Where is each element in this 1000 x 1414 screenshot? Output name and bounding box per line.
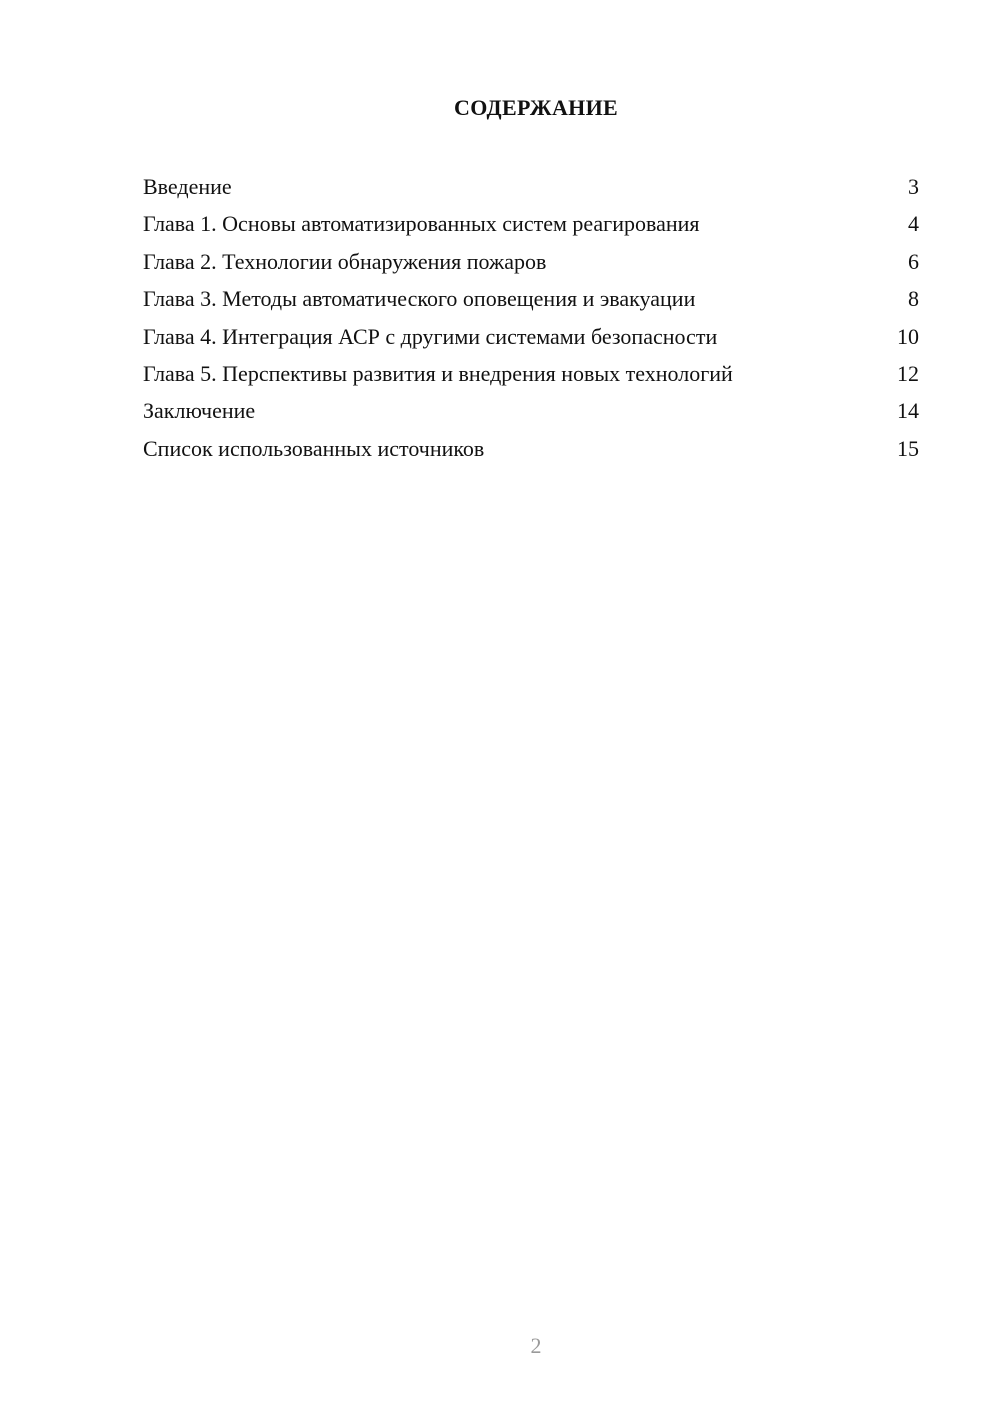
toc-entry-label: Глава 4. Интеграция АСР с другими системами безопасности bbox=[143, 323, 718, 349]
toc-entry-page: 6 bbox=[908, 248, 919, 274]
table-of-contents bbox=[143, 168, 919, 467]
toc-entry-page: 4 bbox=[908, 211, 919, 237]
page-title: СОДЕРЖАНИЕ bbox=[454, 95, 618, 120]
toc-entry-label: Список использованных источников bbox=[143, 435, 485, 461]
toc-entry-chapter-3 bbox=[143, 280, 919, 317]
toc-entry-label: Глава 5. Перспективы развития и внедрения новых технологий bbox=[143, 360, 733, 386]
page-number: 2 bbox=[530, 1333, 542, 1358]
toc-entry-page: 8 bbox=[908, 286, 919, 312]
toc-entry-label: Заключение bbox=[143, 398, 256, 424]
toc-entry-label: Введение bbox=[143, 174, 232, 199]
toc-entry-page: 15 bbox=[897, 435, 919, 461]
toc-entry-chapter-4 bbox=[143, 318, 919, 355]
toc-entry-label: Глава 3. Методы автоматического оповещения и эвакуации bbox=[143, 286, 696, 312]
toc-entry-label: Глава 1. Основы автоматизированных систем реагирования bbox=[143, 211, 700, 237]
toc-entry-references bbox=[143, 430, 919, 467]
toc-entry-page: 10 bbox=[897, 323, 919, 349]
toc-entry-page: 3 bbox=[908, 174, 919, 199]
toc-entry-page: 14 bbox=[897, 398, 919, 424]
toc-entry-conclusion bbox=[143, 392, 919, 429]
toc-entry-label: Глава 2. Технологии обнаружения пожаров bbox=[143, 248, 547, 274]
toc-entry-chapter-2 bbox=[143, 243, 919, 280]
toc-entry-chapter-5 bbox=[143, 355, 919, 392]
toc-entry-page: 12 bbox=[897, 360, 919, 386]
toc-entry-chapter-1 bbox=[143, 205, 919, 242]
toc-entry-introduction bbox=[143, 168, 919, 205]
